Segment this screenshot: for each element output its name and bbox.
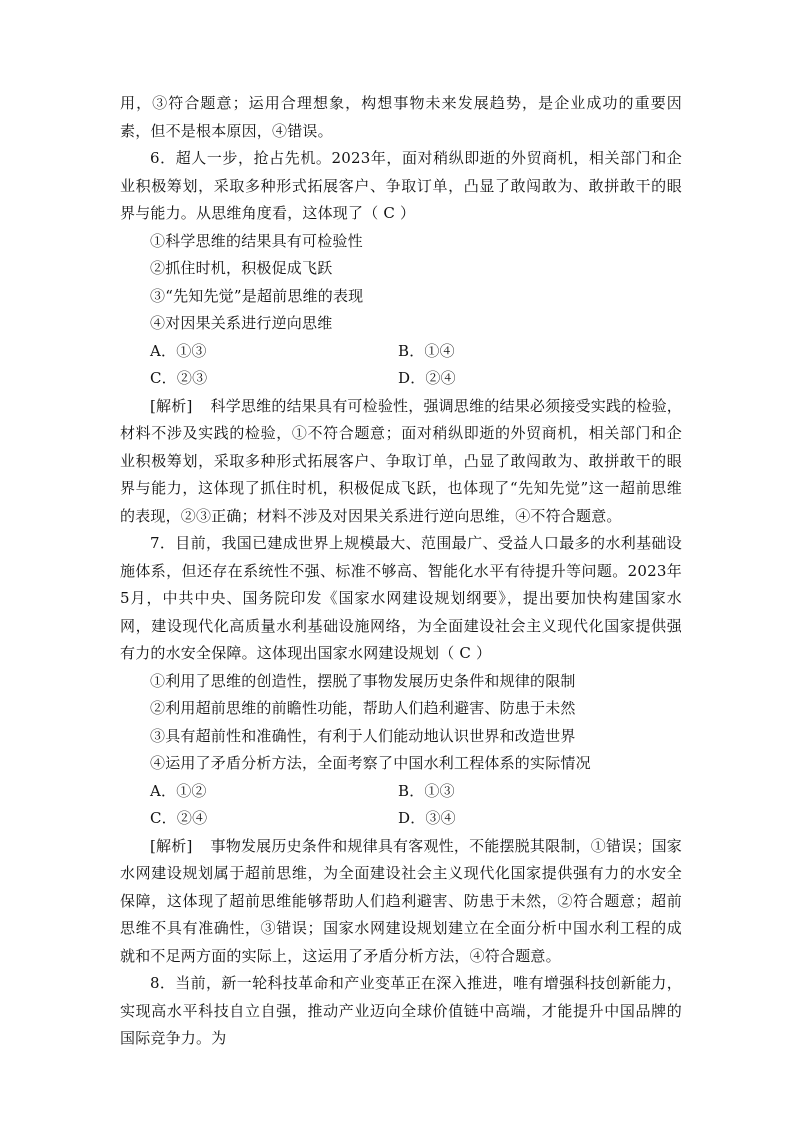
- q7-analysis: [120, 833, 682, 971]
- q6-option-d: D．②④: [398, 369, 456, 387]
- q6-stem: 6．超人一步，抢占先机。2023年，面对稍纵即逝的外贸商机，相关部门和企业积极筹划，采取多种形式拓展客户、争取订单，凸显了敢闯敢为、敢拼敢干的眼界与能力。从思维角度看，这体现了（ C ）: [120, 149, 682, 222]
- q6-analysis-text: 科学思维的结果具有可检验性，强调思维的结果必须接受实践的检验，材料不涉及实践的检验，①不符合题意；面对稍纵即逝的外贸商机，相关部门和企业积极筹划，采取多种形式拓展客户、争取订单，凸显了敢闯敢为、敢拼敢干的眼界与能力，这体现了抓住时机，积极促成飞跃，也体现了“先知先觉”这一超前思维的表现，②③正确；材料不涉及对因果关系进行逆向思维，④不符合题意。: [120, 396, 682, 525]
- q7-option-b: B．①③: [398, 781, 455, 800]
- q6-options-row-2: [120, 365, 682, 393]
- q7-analysis-label: [解析]: [150, 836, 193, 855]
- q6-statement-4: ④对因果关系进行逆向思维: [150, 314, 333, 332]
- question-8: [120, 970, 682, 1053]
- q6-option-c: C．②③: [150, 369, 208, 387]
- document-page: [120, 90, 682, 1053]
- q6-statement-3: ③“先知先觉”是超前思维的表现: [150, 286, 364, 305]
- q7-options-row-1: [120, 778, 682, 806]
- q6-statement-2: ②抓住时机，积极促成飞跃: [150, 259, 333, 277]
- question-6: [120, 145, 682, 530]
- q7-option-a: A．①②: [150, 781, 207, 800]
- q7-statement-3: ③具有超前性和准确性，有利于人们能动地认识世界和改造世界: [150, 726, 576, 745]
- question-7: [120, 530, 682, 970]
- q7-statement-1: ①利用了思维的创造性，摆脱了事物发展历史条件和规律的限制: [150, 671, 576, 690]
- q5-analysis-tail: 用，③符合题意；运用合理想象，构想事物未来发展趋势，是企业成功的重要因素，但不是根本原因，④错误。: [120, 94, 682, 140]
- q8-stem: 8．当前，新一轮科技革命和产业变革正在深入推进，唯有增强科技创新能力，实现高水平科技自立自强，推动产业迈向全球价值链中高端，才能提升中国品牌的国际竞争力。为: [120, 974, 682, 1047]
- q7-statement-4: ④运用了矛盾分析方法，全面考察了中国水利工程体系的实际情况: [150, 754, 591, 772]
- q6-option-b: B．①④: [398, 341, 455, 360]
- q6-option-a: A．①③: [150, 341, 207, 360]
- q7-analysis-text: 事物发展历史条件和规律具有客观性，不能摆脱其限制，①错误；国家水网建设规划属于超前思维，为全面建设社会主义现代化国家提供强有力的水安全保障，这体现了超前思维能够帮助人们趋利避害、防患于未然，②符合题意；超前思维不具有准确性，③错误；国家水网建设规划建立在全面分析中国水利工程的成就和不足两方面的实际上，这运用了矛盾分析方法，④符合题意。: [120, 836, 682, 965]
- q6-options-row-1: [120, 338, 682, 366]
- q6-statement-1: ①科学思维的结果具有可检验性: [150, 231, 363, 250]
- q7-options-row-2: [120, 805, 682, 833]
- q6-analysis: [120, 393, 682, 531]
- q7-option-d: D．③④: [398, 809, 456, 827]
- q7-stem: 7．目前，我国已建成世界上规模最大、范围最广、受益人口最多的水利基础设施体系，但还存在系统性不强、标准不够高、智能化水平有待提升等问题。2023年5月，中共中央、国务院印发《国家水网建设规划纲要》，提出要加快构建国家水网，建设现代化高质量水利基础设施网络，为全面建设社会主义现代化国家提供强有力的水安全保障。这体现出国家水网建设规划（ C ）: [120, 534, 682, 662]
- q7-option-c: C．②④: [150, 809, 208, 827]
- q6-analysis-label: [解析]: [150, 396, 193, 415]
- q7-statement-2: ②利用超前思维的前瞻性功能，帮助人们趋利避害、防患于未然: [150, 699, 576, 717]
